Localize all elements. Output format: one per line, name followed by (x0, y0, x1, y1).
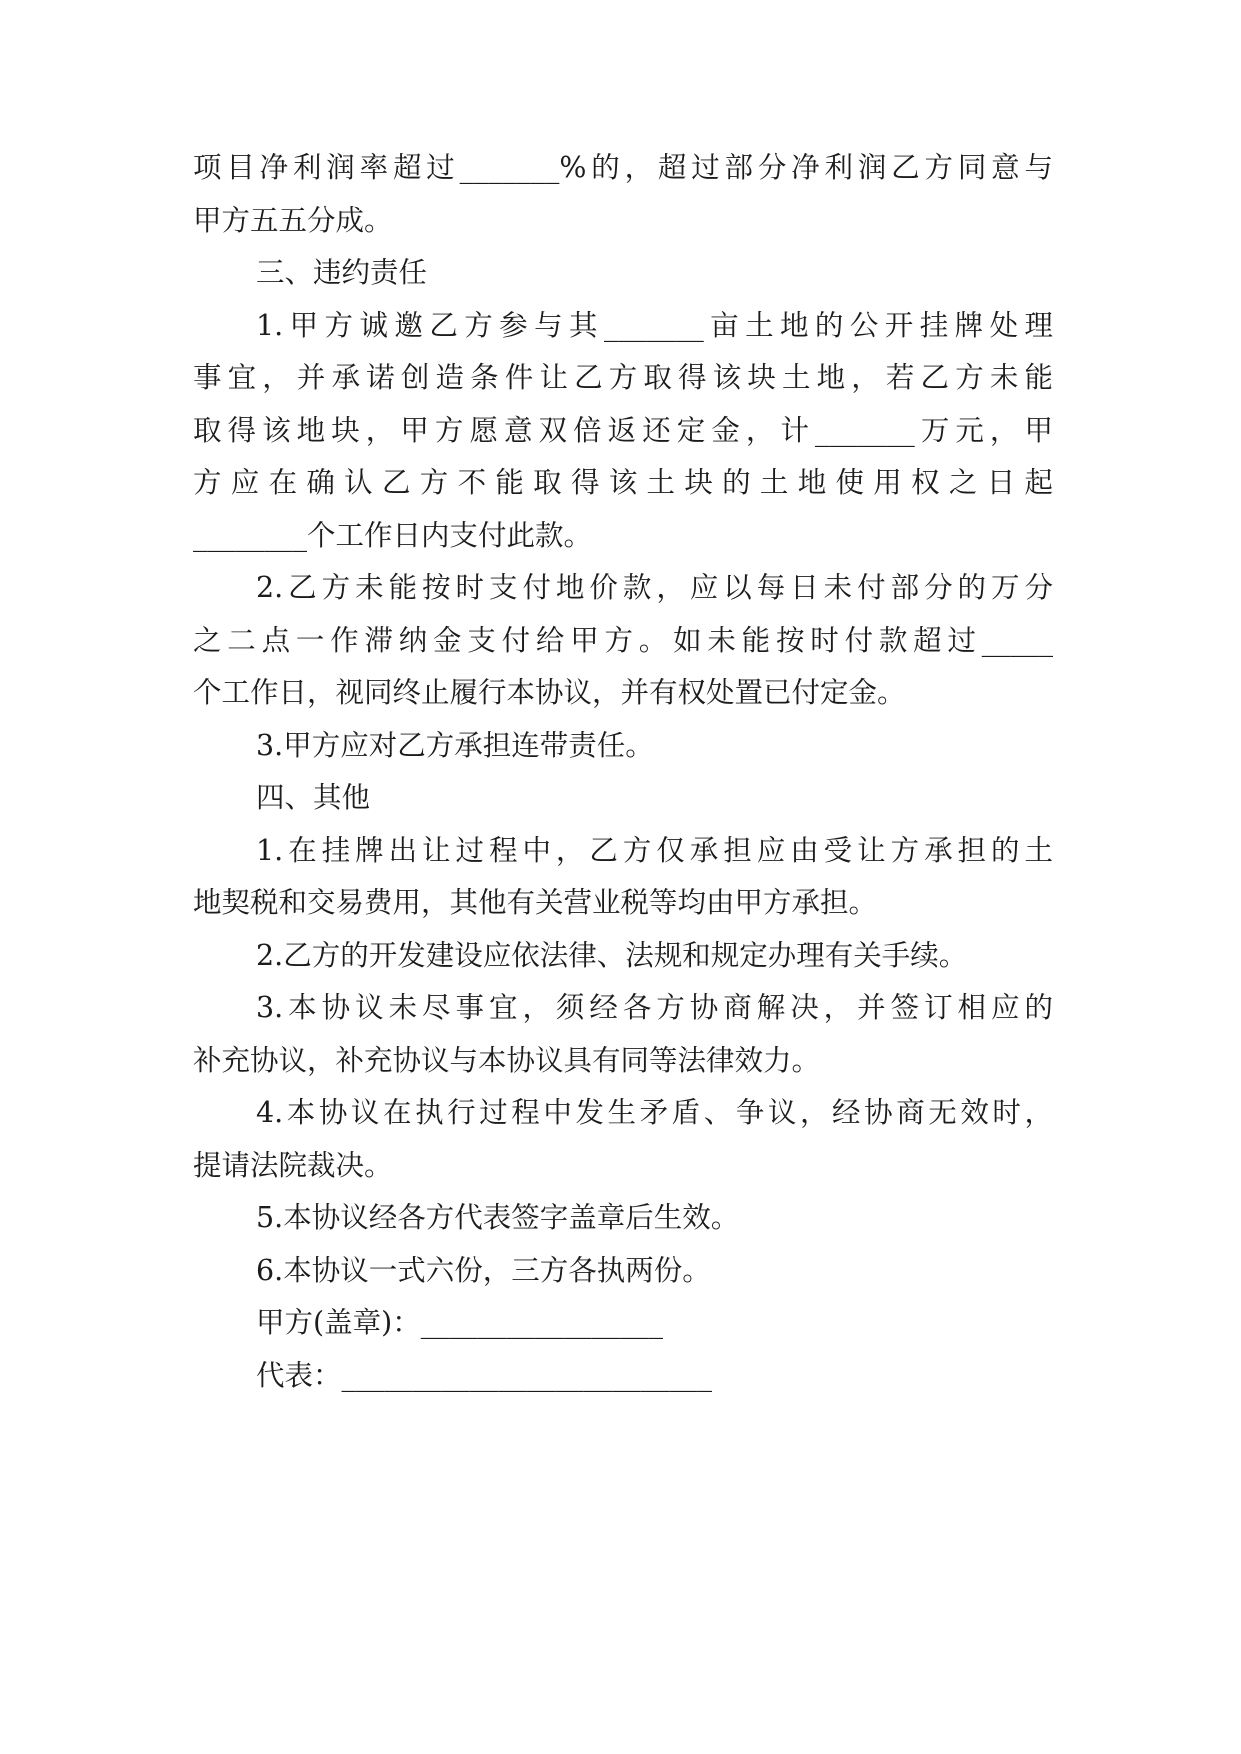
signature-line-party-a: 甲方(盖章)：_________________ (256, 1306, 663, 1339)
text-line: 5.本协议经各方代表签字盖章后生效。 (256, 1201, 740, 1234)
text-line: 事宜，并承诺创造条件让乙方取得该块土地，若乙方未能 (193, 361, 1053, 394)
text-line: 2.乙方未能按时支付地价款，应以每日未付部分的万分 (256, 571, 1053, 604)
text-line: 甲方五五分成。 (193, 204, 393, 237)
text-line: 取得该地块，甲方愿意双倍返还定金，计_______万元，甲 (193, 414, 1053, 447)
section-heading: 三、违约责任 (256, 256, 428, 289)
text-line: 3.本协议未尽事宜，须经各方协商解决，并签订相应的 (256, 991, 1053, 1024)
section-heading: 四、其他 (256, 781, 371, 814)
text-line: ________个工作日内支付此款。 (193, 519, 593, 552)
text-line: 2.乙方的开发建设应依法律、法规和规定办理有关手续。 (256, 939, 968, 972)
text-line: 方应在确认乙方不能取得该土块的土地使用权之日起 (193, 466, 1053, 499)
text-line: 3.甲方应对乙方承担连带责任。 (256, 729, 654, 762)
text-line: 提请法院裁决。 (193, 1149, 393, 1182)
text-line: 6.本协议一式六份，三方各执两份。 (256, 1254, 711, 1287)
text-line: 1.在挂牌出让过程中，乙方仅承担应由受让方承担的土 (256, 834, 1053, 867)
signature-line-representative: 代表：__________________________ (256, 1359, 713, 1392)
text-line: 之二点一作滞纳金支付给甲方。如未能按时付款超过_____ (193, 624, 1053, 657)
text-line: 补充协议，补充协议与本协议具有同等法律效力。 (193, 1044, 821, 1077)
text-line: 地契税和交易费用，其他有关营业税等均由甲方承担。 (193, 886, 878, 919)
text-line: 1.甲方诚邀乙方参与其_______亩土地的公开挂牌处理 (256, 309, 1053, 342)
text-line: 项目净利润率超过_______%的，超过部分净利润乙方同意与 (193, 151, 1053, 184)
text-line: 个工作日，视同终止履行本协议，并有权处置已付定金。 (193, 676, 906, 709)
text-line: 4.本协议在执行过程中发生矛盾、争议，经协商无效时， (256, 1096, 1053, 1129)
